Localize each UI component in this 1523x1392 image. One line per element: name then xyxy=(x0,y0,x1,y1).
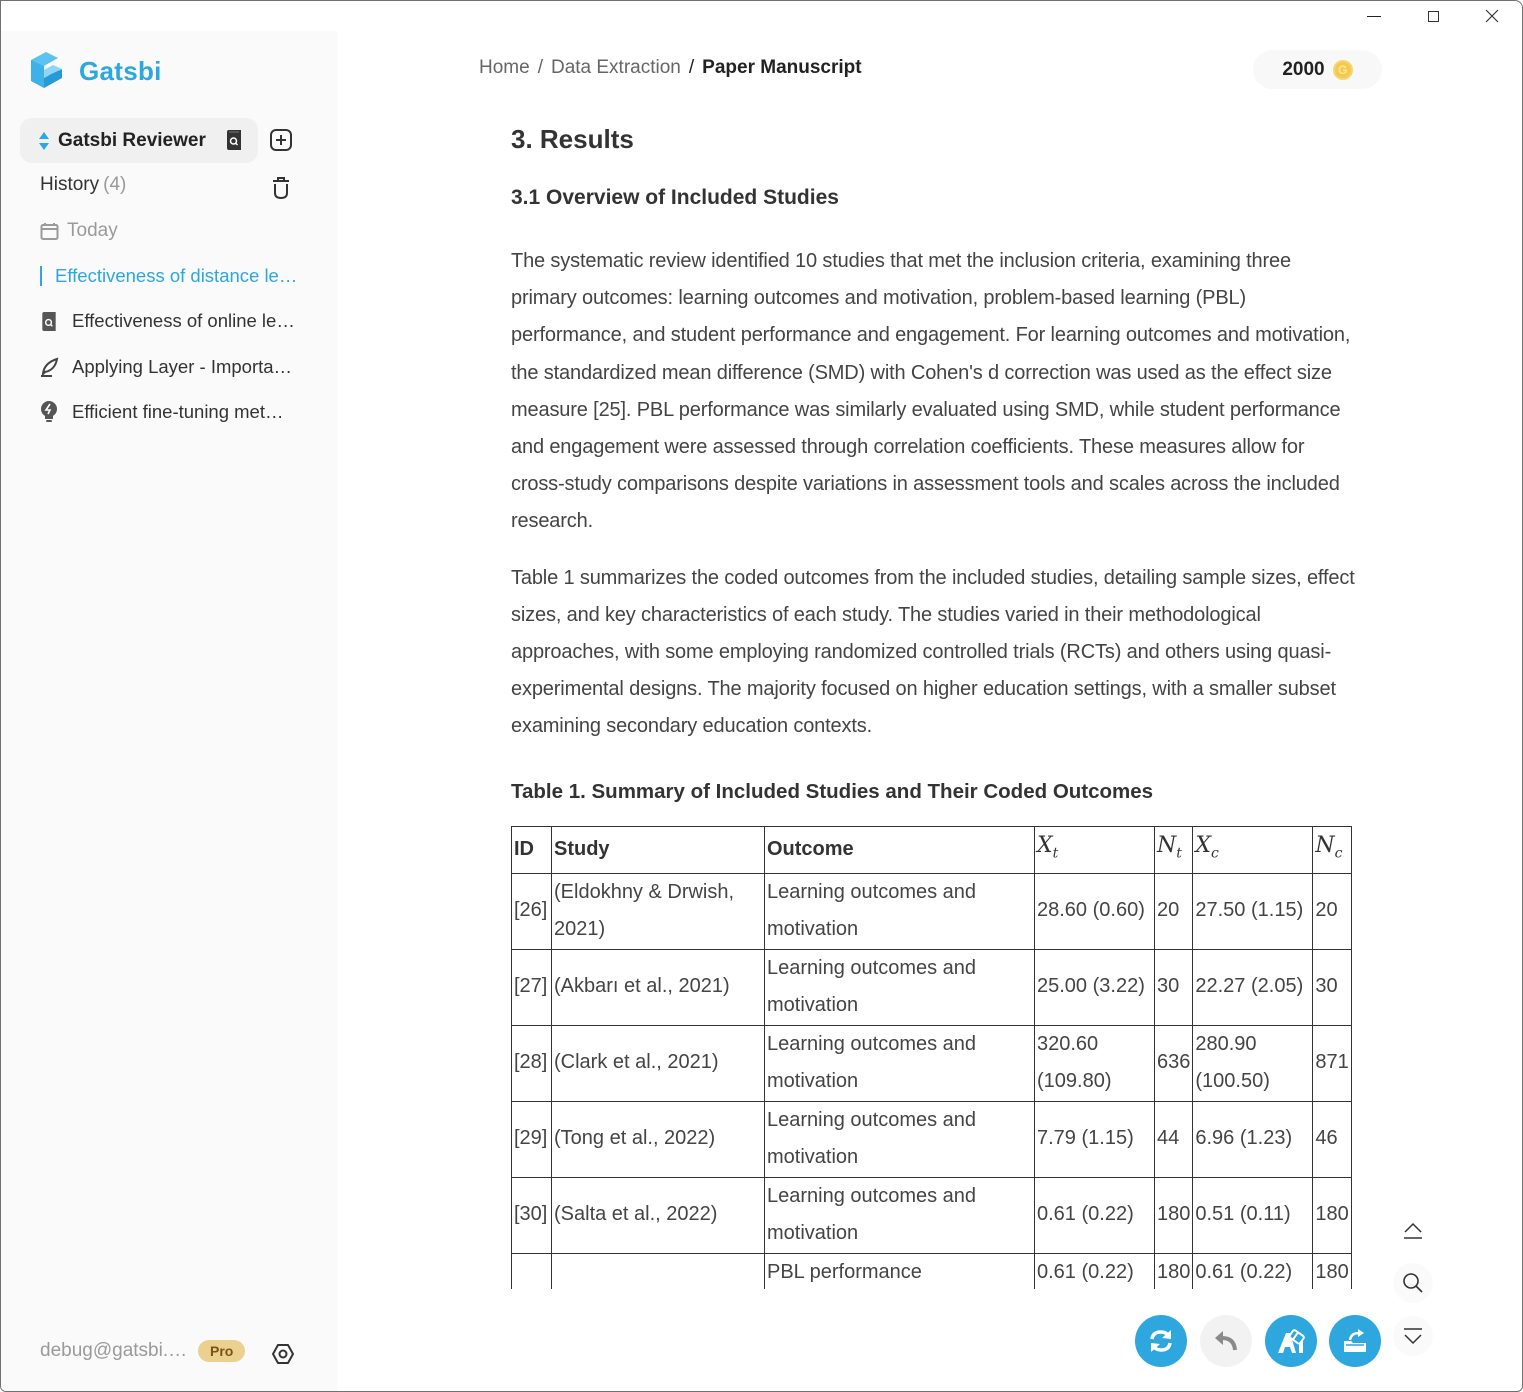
coin-icon xyxy=(1333,60,1353,80)
cell-outcome: PBL performance xyxy=(765,1253,1035,1289)
folder-export-icon xyxy=(1341,1327,1369,1355)
close-icon xyxy=(1485,9,1499,23)
chevron-up-bar-icon xyxy=(1402,1221,1424,1241)
bulb-icon xyxy=(40,401,58,423)
regenerate-button[interactable] xyxy=(1135,1315,1187,1367)
undo-button[interactable] xyxy=(1200,1315,1252,1367)
col-header-outcome: Outcome xyxy=(765,826,1035,873)
user-account[interactable] xyxy=(40,1340,245,1362)
assistant-name: Gatsbi Reviewer xyxy=(58,129,206,151)
table-row xyxy=(512,1177,1352,1253)
cell-outcome: Learning outcomes and motivation xyxy=(765,873,1035,949)
cell-xc: 0.51 (0.11) xyxy=(1193,1177,1313,1253)
breadcrumb-separator: / xyxy=(537,57,543,78)
col-header-nt: $N_t$ xyxy=(1155,826,1193,873)
assistant-selector[interactable] xyxy=(20,118,258,163)
book-search-icon xyxy=(40,311,58,332)
cell-id: [28] xyxy=(512,1025,552,1101)
history-item[interactable] xyxy=(40,356,302,378)
undo-icon xyxy=(1213,1330,1239,1352)
history-item[interactable] xyxy=(40,401,302,423)
cell-xt: 28.60 (0.60) xyxy=(1035,873,1155,949)
group-label: Today xyxy=(67,220,118,241)
feather-icon xyxy=(40,357,60,377)
paragraph: The systematic review identified 10 studies that met the inclusion criteria, examining three primary outcomes: learning outcomes and motivation, problem-based learning (PBL) performance, and student performance and engagement. For learning outcomes and motivation, the standardized mean difference (SMD) with Cohen's d correction was used as the effect size measure [25]. PBL performance was similarly evaluated using SMD, while student performance and engagement were assessed through correlation coefficients. These measures allow for cross-study comparisons despite variations in assessment tools and scales across the included research. xyxy=(511,250,1351,533)
cell-nt: 180 xyxy=(1155,1177,1193,1253)
search-button[interactable] xyxy=(1393,1263,1433,1303)
search-icon xyxy=(1402,1272,1424,1294)
breadcrumb-home[interactable]: Home xyxy=(479,57,530,78)
cell-xt: 25.00 (3.22) xyxy=(1035,949,1155,1025)
cell-xc: 27.50 (1.15) xyxy=(1193,873,1313,949)
book-search-icon[interactable] xyxy=(225,129,243,151)
sidebar xyxy=(1,31,337,1392)
minimize-icon xyxy=(1367,16,1381,17)
col-header-nc: $N_c$ xyxy=(1313,826,1351,873)
scroll-to-bottom-button[interactable] xyxy=(1393,1316,1433,1356)
history-item-label: Efficient fine-tuning met… xyxy=(72,401,284,422)
active-indicator xyxy=(40,266,42,286)
cell-id: [30] xyxy=(512,1177,552,1253)
calendar-icon xyxy=(40,222,59,241)
scroll-to-top-button[interactable] xyxy=(1393,1211,1433,1251)
cell-outcome: Learning outcomes and motivation xyxy=(765,949,1035,1025)
col-header-id: ID xyxy=(512,826,552,873)
minimize-button[interactable] xyxy=(1344,1,1404,31)
cell-outcome: Learning outcomes and motivation xyxy=(765,1177,1035,1253)
cell-id xyxy=(512,1253,552,1289)
history-group-today xyxy=(40,220,118,242)
table-row xyxy=(512,1253,1352,1289)
studies-table xyxy=(511,826,1352,1289)
cell-id: [27] xyxy=(512,949,552,1025)
document-content xyxy=(511,111,1356,1289)
cell-nc: 180 xyxy=(1313,1177,1351,1253)
history-item-label: Effectiveness of distance le… xyxy=(55,265,298,286)
maximize-button[interactable] xyxy=(1403,1,1463,31)
cell-xt: 0.61 (0.22) xyxy=(1035,1177,1155,1253)
cell-id: [26] xyxy=(512,873,552,949)
gatsbi-logo-icon xyxy=(27,51,65,91)
cell-nc: 30 xyxy=(1313,949,1351,1025)
ai-eraser-icon xyxy=(1276,1327,1306,1355)
cell-outcome: Learning outcomes and motivation xyxy=(765,1025,1035,1101)
paragraph: Table 1 summarizes the coded outcomes from the included studies, detailing sample sizes, effect sizes, and key characteristics of each study. The studies varied in their methodological approaches, with some employing randomized controlled trials (RCTs) and others using quasi-experimental designs. The majority focused on higher education settings, with a smaller subset examining secondary education contexts. xyxy=(511,566,1355,738)
history-header xyxy=(40,174,126,196)
cell-nt: 636 xyxy=(1155,1025,1193,1101)
table-row xyxy=(512,1101,1352,1177)
cell-study: (Eldokhny & Drwish, 2021) xyxy=(552,873,765,949)
breadcrumb-data-extraction[interactable]: Data Extraction xyxy=(550,57,681,78)
coin-amount: 2000 xyxy=(1282,58,1325,80)
table-title: Table 1. Summary of Included Studies and Their Coded Outcomes xyxy=(511,779,1154,803)
history-item-label: Effectiveness of online le… xyxy=(72,310,295,331)
cell-study: (Akbarı et al., 2021) xyxy=(552,949,765,1025)
plan-badge: Pro xyxy=(198,1340,245,1362)
section-title: 3. Results xyxy=(511,124,634,154)
sort-arrows-icon xyxy=(38,132,50,150)
history-item-active[interactable] xyxy=(40,265,302,287)
user-email: debug@gatsbi.… xyxy=(40,1340,188,1361)
refresh-icon xyxy=(1147,1327,1175,1355)
brand-logo[interactable] xyxy=(27,51,162,91)
history-item-label: Applying Layer - Importa… xyxy=(72,356,293,377)
cell-xt: 320.60 (109.80) xyxy=(1035,1025,1155,1101)
subsection-title: 3.1 Overview of Included Studies xyxy=(511,186,839,209)
breadcrumb xyxy=(479,57,862,79)
cell-xt: 7.79 (1.15) xyxy=(1035,1101,1155,1177)
cell-nt: 30 xyxy=(1155,949,1193,1025)
cell-study: (Salta et al., 2022) xyxy=(552,1177,765,1253)
cell-id: [29] xyxy=(512,1101,552,1177)
breadcrumb-current: Paper Manuscript xyxy=(702,57,862,78)
cell-study: (Tong et al., 2022) xyxy=(552,1101,765,1177)
history-count: (4) xyxy=(103,174,127,195)
clear-history-icon[interactable] xyxy=(270,176,292,200)
cell-xc: 0.61 (0.22) xyxy=(1193,1253,1313,1289)
cell-xc: 6.96 (1.23) xyxy=(1193,1101,1313,1177)
chevron-down-bar-icon xyxy=(1402,1326,1424,1346)
cell-nt: 44 xyxy=(1155,1101,1193,1177)
table-row xyxy=(512,949,1352,1025)
brand-name: Gatsbi xyxy=(79,55,162,86)
breadcrumb-separator: / xyxy=(688,57,695,78)
cell-study xyxy=(552,1253,765,1289)
cell-nc: 20 xyxy=(1313,873,1351,949)
close-button[interactable] xyxy=(1462,1,1522,31)
ai-edit-button[interactable] xyxy=(1265,1315,1317,1367)
table-header-row xyxy=(512,826,1352,873)
coin-balance[interactable] xyxy=(1253,50,1382,89)
cell-nc: 46 xyxy=(1313,1101,1351,1177)
new-chat-button[interactable] xyxy=(269,128,293,152)
maximize-icon xyxy=(1428,11,1439,22)
coin-symbol: G xyxy=(1337,62,1348,77)
history-item[interactable] xyxy=(40,310,302,332)
cell-nc: 871 xyxy=(1313,1025,1351,1101)
history-label: History xyxy=(40,174,100,195)
col-header-xt: $X_t$ xyxy=(1035,826,1155,873)
col-header-xc: $X_c$ xyxy=(1193,826,1313,873)
cell-nt: 20 xyxy=(1155,873,1193,949)
cell-xt: 0.61 (0.22) xyxy=(1035,1253,1155,1289)
settings-icon[interactable] xyxy=(271,1342,295,1366)
cell-study: (Clark et al., 2021) xyxy=(552,1025,765,1101)
export-button[interactable] xyxy=(1329,1315,1381,1367)
cell-xc: 280.90 (100.50) xyxy=(1193,1025,1313,1101)
cell-nt: 180 xyxy=(1155,1253,1193,1289)
col-header-study: Study xyxy=(552,826,765,873)
table-row xyxy=(512,873,1352,949)
cell-outcome: Learning outcomes and motivation xyxy=(765,1101,1035,1177)
table-row xyxy=(512,1025,1352,1101)
cell-xc: 22.27 (2.05) xyxy=(1193,949,1313,1025)
cell-nc: 180 xyxy=(1313,1253,1351,1289)
